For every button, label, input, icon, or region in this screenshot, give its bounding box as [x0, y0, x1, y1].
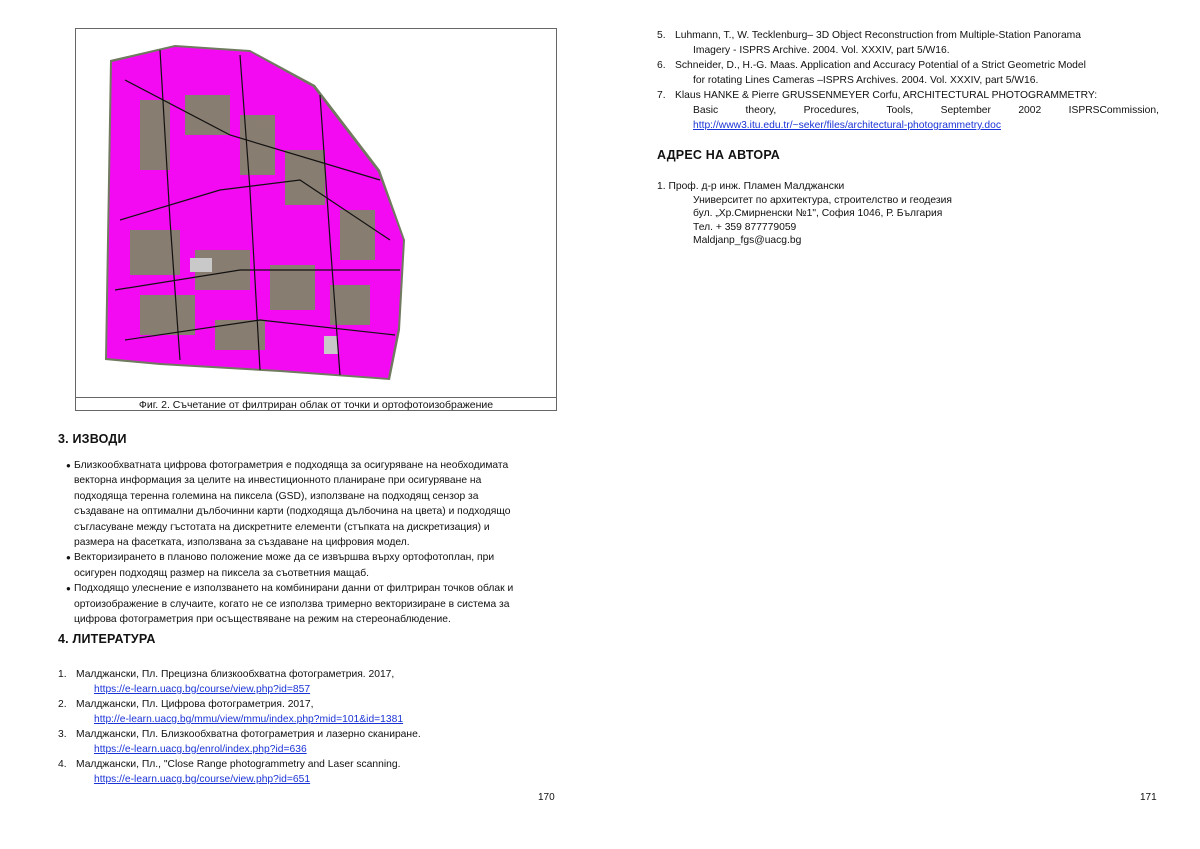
- figure-caption: Фиг. 2. Съчетание от филтриран облак от точки и ортофотоизображение: [75, 397, 557, 412]
- bullet-icon: ●: [66, 553, 71, 563]
- list-item: ● Близкообхватната цифрова фотограметрия е подходяща за осигуряване на необходимата векторна информация за целите на инвестиционното планиране при осигуряване на подходяща теренна големина на пиксела (GSD), използване на подходящ сензор за създаване на оптимални дълбочинни карти (подходяща дълбочина на цвета) и подходящо съгласуване между гъстотата на дискретните елементи (стъпката на дискретизация) и размера на фасетката, използвана за създаване на цифровия модел.: [66, 460, 511, 549]
- reference-link[interactable]: https://e-learn.uacg.bg/course/view.php?id=651: [94, 774, 311, 785]
- section-heading-conclusions: 3. ИЗВОДИ: [58, 432, 127, 446]
- reference-item: 3. Малджански, Пл. Близкообхватна фотограметрия и лазерно сканиране. https://e-learn.uacg.bg/enrol/index.php?id=636: [58, 729, 421, 755]
- section-heading-literature: 4. ЛИТЕРАТУРА: [58, 632, 156, 646]
- author-email: Maldjanp_fgs@uacg.bg: [693, 235, 802, 246]
- references-continued: [657, 28, 1159, 133]
- list-item: ● Векторизирането в планово положение може да се извършва върху ортофотоплан, при осигурен подходящ размер на пиксела за съответния мащаб.: [66, 552, 495, 579]
- reference-item: 2. Малджански, Пл. Цифрова фотограметрия. 2017, http://e-learn.uacg.bg/mmu/view/mmu/index.php?mid=101&id=1381: [58, 699, 404, 725]
- reference-link[interactable]: https://e-learn.uacg.bg/enrol/index.php?id=636: [94, 744, 307, 755]
- reference-link[interactable]: http://www3.itu.edu.tr/~seker/files/architectural-photogrammetry.doc: [693, 120, 1001, 131]
- list-item: ● Подходящо улеснение е използването на комбинирани данни от филтриран точков облак и ортоизображение в случаите, когато не се използва тримерно векторизиране в система за цифрова фотограметрия при осъществяване на режим на стереонаблюдение.: [66, 583, 514, 626]
- page-number-right: 171: [1140, 792, 1157, 803]
- literature-list: [58, 667, 558, 787]
- reference-item: 4. Малджански, Пл., "Close Range photogrammetry and Laser scanning. https://e-learn.uacg.bg/course/view.php?id=651: [58, 759, 401, 785]
- figure-image: [100, 40, 420, 385]
- bullet-icon: ●: [66, 461, 71, 470]
- author-heading: АДРЕС НА АВТОРА: [657, 148, 780, 162]
- reference-link[interactable]: https://e-learn.uacg.bg/course/view.php?id=857: [94, 684, 311, 695]
- page-number-left: 170: [538, 792, 555, 803]
- reference-item: 5. Luhmann, T., W. Tecklenburg– 3D Object Reconstruction from Multiple-Station Panorama Imagery - ISPRS Archive. 2004. Vol. XXXIV, part 5/W16.: [657, 30, 1081, 56]
- author-address: 1. Проф. д-р инж. Пламен Малджански Университет по архитектура, строителство и геодезия бул. „Хр.Смирненски №1", София 1046, Р. България Тел. + 359 877779059 Maldjanp_fgs@uacg.bg: [657, 180, 1137, 248]
- reference-item: 6. Schneider, D., H.-G. Maas. Application and Accuracy Potential of a Strict Geometric Model for rotating Lines Cameras –ISPRS Archives. 2004. Vol. XXXIV, part 5/W16.: [657, 60, 1086, 86]
- reference-item: 7. Klaus HANKE & Pierre GRUSSENMEYER Corfu, ARCHITECTURAL PHOTOGRAMMETRY: Basic theory, Procedures, Tools, September 2002 ISPRSCommission, http://www3.itu.edu.tr/~seker/files/architectural-photogrammetry.doc: [657, 90, 1159, 131]
- reference-item: 1. Малджански, Пл. Прецизна близкообхватна фотограметрия. 2017, https://e-learn.uacg.bg/course/view.php?id=857: [58, 669, 395, 695]
- bullet-icon: ●: [66, 584, 71, 594]
- conclusions-list: [66, 458, 560, 627]
- reference-link[interactable]: http://e-learn.uacg.bg/mmu/view/mmu/index.php?mid=101&id=1381: [94, 714, 404, 725]
